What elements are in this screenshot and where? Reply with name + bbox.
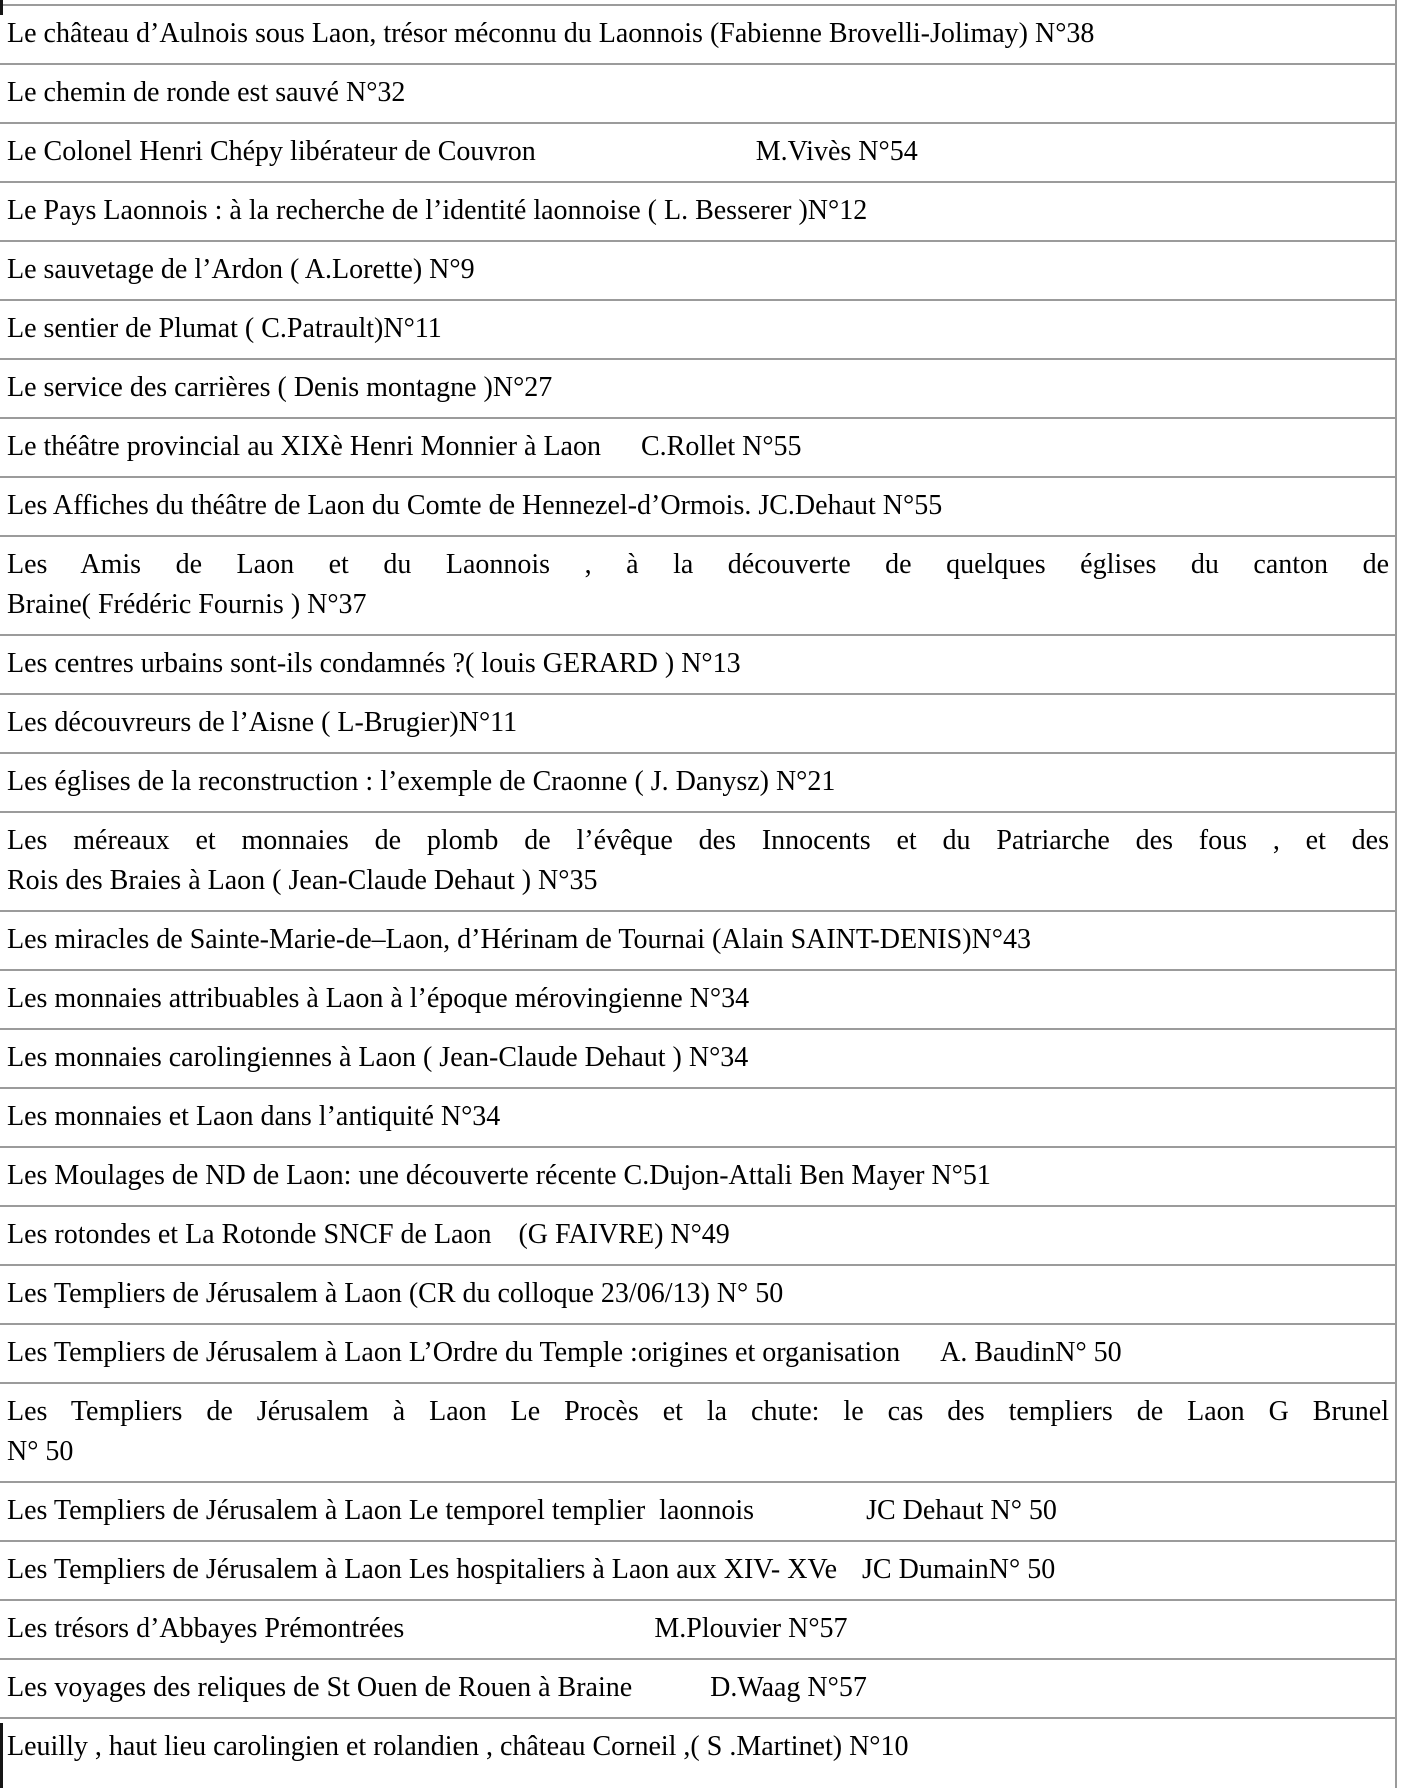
row-line (7, 703, 1389, 743)
text-segment: Le théâtre provincial au XIXè Henri Monnier à Laon (7, 431, 601, 462)
text-segment: Le chemin de ronde est sauvé N°32 (7, 77, 406, 108)
text-segment: Le Colonel Henri Chépy libérateur de Couvron (7, 136, 536, 167)
tab-gap (837, 1577, 862, 1578)
row-line (7, 132, 1389, 172)
text-segment: Le sentier de Plumat ( C.Patrault)N°11 (7, 313, 442, 344)
text-segment: Les Templiers de Jérusalem à Laon Le temporel templier laonnois (7, 1495, 755, 1526)
table-row (0, 122, 1395, 181)
row-line (7, 14, 1389, 54)
table-row (0, 535, 1395, 634)
table-row (0, 476, 1395, 535)
text-segment: Les Templiers de Jérusalem à Laon (CR du colloque 23/06/13) N° 50 (7, 1278, 784, 1309)
table-row (0, 63, 1395, 122)
text-segment: (G FAIVRE) N°49 (518, 1219, 730, 1250)
row-line (7, 1392, 1389, 1432)
row-line (7, 1274, 1389, 1314)
text-segment: Les Moulages de ND de Laon: une découverte récente C.Dujon-Attali Ben Mayer N°51 (7, 1160, 991, 1191)
row-line (7, 644, 1389, 684)
table-row (0, 4, 1395, 63)
table-row (0, 1146, 1395, 1205)
text-segment: Les Templiers de Jérusalem à Laon Le Procès et la chute: le cas des templiers de Laon G Brunel (7, 1396, 1389, 1427)
table-row (0, 417, 1395, 476)
tab-gap (404, 1636, 654, 1637)
text-segment: M.Vivès N°54 (755, 136, 918, 167)
tab-gap (536, 159, 756, 160)
table-edge-mark-bottom (0, 1723, 3, 1788)
table-row (0, 1599, 1395, 1658)
text-segment: Les Amis de Laon et du Laonnois , à la découverte de quelques églises du canton de (7, 549, 1389, 580)
row-line (7, 762, 1389, 802)
text-segment: Braine( Frédéric Fournis ) N°37 (7, 589, 367, 620)
table-row (0, 1658, 1395, 1717)
text-segment: Les monnaies et Laon dans l’antiquité N°34 (7, 1101, 501, 1132)
row-line (7, 979, 1389, 1019)
row-line (7, 1038, 1389, 1078)
tab-gap (754, 1518, 866, 1519)
table-row (0, 811, 1395, 910)
text-segment: Les monnaies carolingiennes à Laon ( Jean-Claude Dehaut ) N°34 (7, 1042, 749, 1073)
table-row (0, 1264, 1395, 1323)
table-row (0, 181, 1395, 240)
row-line (7, 1432, 1389, 1472)
text-segment: Les rotondes et La Rotonde SNCF de Laon (7, 1219, 492, 1250)
row-line (7, 920, 1389, 960)
table-row (0, 693, 1395, 752)
row-line (7, 1727, 1389, 1767)
tab-gap (601, 454, 641, 455)
row-line (7, 250, 1389, 290)
tab-gap (491, 1242, 518, 1243)
text-segment: Les églises de la reconstruction : l’exemple de Craonne ( J. Danysz) N°21 (7, 766, 836, 797)
text-segment: Rois des Braies à Laon ( Jean-Claude Dehaut ) N°35 (7, 865, 598, 896)
row-line (7, 1550, 1389, 1590)
row-line (7, 861, 1389, 901)
table-row (0, 1028, 1395, 1087)
row-line (7, 1156, 1389, 1196)
text-segment: Le sauvetage de l’Ardon ( A.Lorette) N°9 (7, 254, 475, 285)
table-row (0, 1540, 1395, 1599)
row-line (7, 1491, 1389, 1531)
row-line (7, 1097, 1389, 1137)
row-line (7, 486, 1389, 526)
text-segment: Les Affiches du théâtre de Laon du Comte de Hennezel-d’Ormois. JC.Dehaut N°55 (7, 490, 943, 521)
row-line (7, 1333, 1389, 1373)
table-row (0, 1323, 1395, 1382)
text-segment: Les centres urbains sont-ils condamnés ?( louis GERARD ) N°13 (7, 648, 741, 679)
row-line (7, 585, 1389, 625)
table-row (0, 634, 1395, 693)
row-line (7, 368, 1389, 408)
table-row (0, 358, 1395, 417)
text-segment: N° 50 (7, 1436, 74, 1467)
text-segment: JC Dehaut N° 50 (866, 1495, 1057, 1526)
tab-gap (900, 1360, 940, 1361)
row-line (7, 309, 1389, 349)
text-segment: Les voyages des reliques de St Ouen de Rouen à Braine (7, 1672, 633, 1703)
table-row (0, 1481, 1395, 1540)
text-segment: Les miracles de Sainte-Marie-de–Laon, d’Hérinam de Tournai (Alain SAINT-DENIS)N°43 (7, 924, 1031, 955)
row-line (7, 1609, 1389, 1649)
table-row (0, 1382, 1395, 1481)
table-edge-mark-top (0, 0, 3, 15)
row-line (7, 1215, 1389, 1255)
table-row (0, 1717, 1395, 1776)
table-row (0, 240, 1395, 299)
tab-gap (632, 1695, 710, 1696)
text-segment: Les Templiers de Jérusalem à Laon L’Ordre du Temple :origines et organisation (7, 1337, 901, 1368)
row-line (7, 73, 1389, 113)
text-segment: D.Waag N°57 (710, 1672, 867, 1703)
row-line (7, 545, 1389, 585)
text-segment: Le Pays Laonnois : à la recherche de l’identité laonnoise ( L. Besserer )N°12 (7, 195, 868, 226)
text-segment: Les trésors d’Abbayes Prémontrées (7, 1613, 405, 1644)
text-segment: Le service des carrières ( Denis montagne )N°27 (7, 372, 553, 403)
text-segment: Les monnaies attribuables à Laon à l’époque mérovingienne N°34 (7, 983, 750, 1014)
table-row (0, 1087, 1395, 1146)
table-row (0, 1205, 1395, 1264)
text-segment: C.Rollet N°55 (640, 431, 802, 462)
table-row (0, 752, 1395, 811)
row-line (7, 191, 1389, 231)
table-row (0, 969, 1395, 1028)
text-segment: Le château d’Aulnois sous Laon, trésor méconnu du Laonnois (Fabienne Brovelli-Jolimay) N°38 (7, 18, 1095, 49)
text-segment: Les Templiers de Jérusalem à Laon Les hospitaliers à Laon aux XIV- XVe (7, 1554, 838, 1585)
row-line (7, 1668, 1389, 1708)
text-segment: M.Plouvier N°57 (654, 1613, 848, 1644)
table-row (0, 910, 1395, 969)
text-segment: Les découvreurs de l’Aisne ( L-Brugier)N°11 (7, 707, 518, 738)
text-segment: Leuilly , haut lieu carolingien et rolandien , château Corneil ,( S .Martinet) N°10 (7, 1731, 909, 1762)
text-segment: JC DumainN° 50 (862, 1554, 1056, 1585)
row-line (7, 821, 1389, 861)
text-segment: Les méreaux et monnaies de plomb de l’évêque des Innocents et du Patriarche des fous , et des (7, 825, 1389, 856)
row-line (7, 427, 1389, 467)
text-segment: A. BaudinN° 50 (940, 1337, 1122, 1368)
table-row (0, 299, 1395, 358)
